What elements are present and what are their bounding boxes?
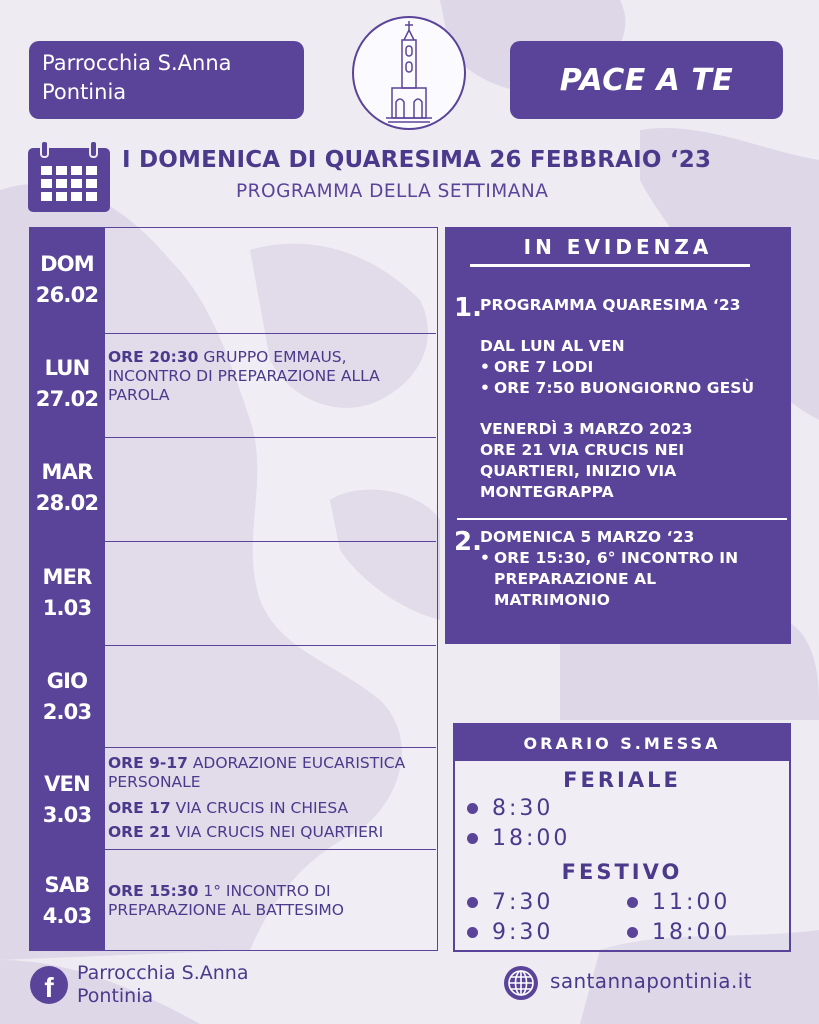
page-title: I DOMENICA DI QUARESIMA 26 FEBBRAIO ‘23 xyxy=(122,147,712,173)
entry-text: ADORAZIONE EUCARISTICA PERSONALE xyxy=(108,754,406,791)
schedule-entry xyxy=(108,348,434,405)
days-column xyxy=(29,227,105,951)
facebook-page-name xyxy=(77,962,248,1008)
day-date: 1.03 xyxy=(42,596,92,620)
schedule-cell-ven xyxy=(105,747,436,849)
entry-text: GRUPPO EMMAUS, INCONTRO DI PREPARAZIONE ALLA PAROLA xyxy=(108,348,380,404)
festivo-heading: FESTIVO xyxy=(561,860,683,884)
entry-text: 1° INCONTRO DI PREPARAZIONE AL BATTESIMO xyxy=(108,882,344,919)
entry-time: ORE 20:30 xyxy=(108,348,199,366)
schedule-cell-mar xyxy=(105,437,436,541)
church-logo xyxy=(352,16,466,130)
parish-name-line2: Pontinia xyxy=(42,80,127,104)
day-date: 27.02 xyxy=(35,387,99,411)
feriale-time: 8:30 xyxy=(467,796,553,821)
facebook-name-line1: Parrocchia S.Anna xyxy=(77,962,249,984)
day-name: SAB xyxy=(44,873,90,897)
day-date: 3.03 xyxy=(42,803,92,827)
mass-times-box xyxy=(453,723,791,952)
page-subtitle: PROGRAMMA DELLA SETTIMANA xyxy=(236,181,549,202)
facebook-icon: f xyxy=(30,966,68,1004)
day-label-ven xyxy=(29,769,105,831)
highlights-title: IN EVIDENZA xyxy=(523,235,713,259)
entry-time: ORE 9-17 xyxy=(108,754,188,772)
schedule-cell-gio xyxy=(105,645,436,747)
day-label-sab xyxy=(29,870,105,932)
highlights-underline xyxy=(470,264,750,267)
schedule-entry xyxy=(108,882,434,920)
highlight-item-1 xyxy=(480,295,780,503)
facebook-name-line2: Pontinia xyxy=(77,985,154,1007)
bullet-dot-icon xyxy=(467,897,478,908)
schedule-cell-sab xyxy=(105,849,436,950)
feriale-time: 18:00 xyxy=(467,826,570,851)
festivo-time: 7:30 xyxy=(467,890,553,915)
highlight-number-2: 2. xyxy=(454,527,482,557)
festivo-time: 9:30 xyxy=(467,920,553,945)
festivo-time: 11:00 xyxy=(627,890,730,915)
day-name: MAR xyxy=(41,460,93,484)
highlight-number-1: 1. xyxy=(454,293,482,323)
highlight-item-2 xyxy=(480,527,750,611)
entry-text: VIA CRUCIS IN CHIESA xyxy=(170,799,349,817)
day-date: 28.02 xyxy=(35,491,99,515)
day-name: GIO xyxy=(46,669,88,693)
parish-name-line1: Parrocchia S.Anna xyxy=(42,51,232,75)
highlight-1-bullet: • ORE 7 LODI xyxy=(480,358,594,376)
globe-icon xyxy=(502,964,540,1002)
day-name: LUN xyxy=(44,356,90,380)
schedule-entry xyxy=(108,799,434,818)
day-name: MER xyxy=(42,565,92,589)
festivo-time: 18:00 xyxy=(627,920,730,945)
day-label-mar xyxy=(29,457,105,519)
highlight-1-heading: PROGRAMMA QUARESIMA ‘23 xyxy=(480,296,741,314)
highlight-1-subheading: DAL LUN AL VEN xyxy=(480,337,625,355)
day-name: DOM xyxy=(40,252,94,276)
entry-time: ORE 17 xyxy=(108,799,171,817)
day-name: VEN xyxy=(44,772,90,796)
highlights-box xyxy=(445,227,791,644)
day-date: 2.03 xyxy=(42,700,92,724)
facebook-link[interactable] xyxy=(30,962,350,1012)
day-label-dom xyxy=(29,249,105,311)
schedule-cell-mer xyxy=(105,541,436,645)
motto-box: PACE A TE xyxy=(510,41,783,119)
highlight-2-bullet: • ORE 15:30, 6° INCONTRO IN PREPARAZIONE AL MATRIMONIO xyxy=(480,549,739,609)
parish-name-box xyxy=(29,41,304,119)
mass-times-title: ORARIO S.MESSA xyxy=(455,725,789,761)
highlight-1-date: VENERDÌ 3 MARZO 2023 xyxy=(480,420,693,438)
schedule-entry xyxy=(108,823,434,842)
bullet-dot-icon xyxy=(467,833,478,844)
entry-time: ORE 15:30 xyxy=(108,882,199,900)
bullet-dot-icon xyxy=(627,927,638,938)
schedule-entry xyxy=(108,754,434,792)
day-date: 4.03 xyxy=(42,904,92,928)
bullet-dot-icon xyxy=(467,803,478,814)
highlight-2-heading: DOMENICA 5 MARZO ‘23 xyxy=(480,528,695,546)
church-tower-icon xyxy=(354,18,464,128)
highlights-divider xyxy=(457,518,787,520)
calendar-icon xyxy=(27,140,111,214)
feriale-heading: FERIALE xyxy=(563,768,681,792)
bullet-dot-icon xyxy=(467,927,478,938)
bullet-dot-icon xyxy=(627,897,638,908)
highlight-1-bullet: • ORE 7:50 BUONGIORNO GESÙ xyxy=(480,379,755,397)
day-label-lun xyxy=(29,353,105,415)
day-label-mer xyxy=(29,562,105,624)
schedule-cells xyxy=(105,227,438,951)
day-label-gio xyxy=(29,666,105,728)
schedule-cell-lun xyxy=(105,333,436,437)
website-url: santannapontinia.it xyxy=(550,969,752,993)
highlight-1-detail: ORE 21 VIA CRUCIS NEI QUARTIERI, INIZIO VIA MONTEGRAPPA xyxy=(480,441,685,501)
website-link[interactable] xyxy=(502,964,792,1004)
schedule-cell-dom xyxy=(105,228,436,333)
day-date: 26.02 xyxy=(35,283,99,307)
entry-time: ORE 21 xyxy=(108,823,171,841)
entry-text: VIA CRUCIS NEI QUARTIERI xyxy=(170,823,384,841)
